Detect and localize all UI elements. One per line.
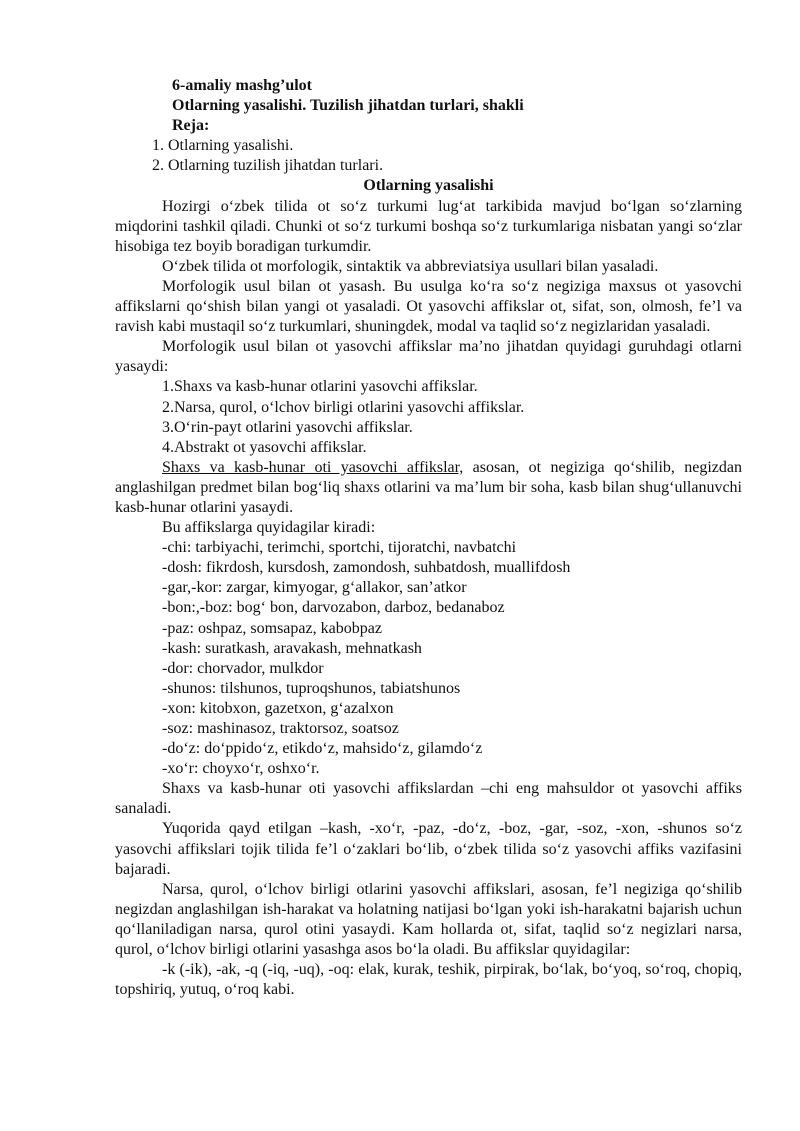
group-item: 4.Abstrakt ot yasovchi affikslar. [162,438,367,456]
affix-item: -kash: suratkash, aravakash, mehnatkash [162,639,422,657]
underlined-term: Shaxs va kasb-hunar oti yasovchi affikslar, [162,458,464,476]
group-item: 2.Narsa, qurol, o‘lchov birligi otlarini yasovchi affikslar. [162,398,525,416]
affix-item: -do‘z: do‘ppido‘z, etikdo‘z, mahsido‘z, gilamdo‘z [162,740,483,758]
paragraph: Hozirgi o‘zbek tilida ot so‘z turkumi lug‘at tarkibida mavjud bo‘lgan so‘zlarning miqdorini tashkil qiladi. Chunki ot so‘z turkumi boshqa so‘z turkumlariga nisbatan yangi so‘zlar hisobiga tez boyib boradigan turkumdir. [115,197,742,255]
affix-item: -soz: mashinasoz, traktorsoz, soatsoz [162,720,399,737]
paragraph-text: asosan, ot negiziga qo‘shilib, negizdan anglashilgan predmet bilan bog‘liq shaxs otlarini va ma’lum bir soha, kasb bilan shug‘ullanuvchi kasb-hunar otlarini yasaydi. [115,458,743,516]
affix-item: -xon: kitobxon, gazetxon, g‘azalxon [162,699,394,717]
paragraph [115,458,742,518]
affix-item: -dosh: fikrdosh, kursdosh, zamondosh, suhbatdosh, muallifdosh [162,559,571,577]
affix-item: -dor: chorvador, mulkdor [162,659,324,677]
group-item: 1.Shaxs va kasb-hunar otlarini yasovchi affikslar. [162,378,478,396]
paragraph: O‘zbek tilida ot morfologik, sintaktik va abbreviatsiya usullari bilan yasaladi. [162,257,659,275]
paragraph: Shaxs va kasb-hunar oti yasovchi affikslardan –chi eng mahsuldor ot yasovchi affiks sanaladi. [115,780,742,818]
affix-intro: Bu affikslarga quyidagilar kiradi: [162,519,376,537]
affix-item: -paz: oshpaz, somsapaz, kabobpaz [162,619,382,637]
plan-list [115,136,742,176]
affix-item: -xo‘r: choyxo‘r, oshxo‘r. [162,760,320,778]
plan-item: 1. Otlarning yasalishi. [152,137,294,155]
document-body [115,76,742,1000]
paragraph: Narsa, qurol, o‘lchov birligi otlarini yasovchi affikslari, asosan, fe’l negiziga qo‘shilib negizdan anglashilgan ish-harakat va holatning natijasi bo‘lgan yoki ish-harakatni bajarish uchun qo‘llaniladigan narsa, qurol otini yasaydi. Kam hollarda ot, sifat, taqlid so‘z negizlari narsa, qurol, o‘lchov birligi otlarini yasashga asos bo‘la oladi. Bu affikslar quyidagilar: [115,880,742,959]
section-title: Otlarning yasalishi [363,177,494,195]
plan-label: Reja: [172,117,210,135]
plan-item: 2. Otlarning tuzilish jihatdan turlari. [152,157,384,175]
paragraph: -k (-ik), -ak, -q (-iq, -uq), -oq: elak, kurak, teshik, pirpirak, bo‘lak, bo‘yoq, so‘roq, chopiq, topshiriq, yutuq, o‘roq kabi. [115,961,742,999]
paragraph: Morfologik usul bilan ot yasovchi affikslar ma’no jihatdan quyidagi guruhdagi otlarni yasaydi: [115,338,742,376]
affix-item: -shunos: tilshunos, tuproqshunos, tabiatshunos [162,679,461,697]
exercise-title: 6-amaliy mashg’ulot [172,77,312,94]
affix-item: -bon:,-boz: bog‘ bon, darvozabon, darboz, bedanaboz [162,599,505,617]
affix-item: -gar,-kor: zargar, kimyogar, g‘allakor, san’atkor [162,579,467,597]
paragraph: Morfologik usul bilan ot yasash. Bu usulga ko‘ra so‘z negiziga maxsus ot yasovchi affikslarni qo‘shish bilan yangi ot yasaladi. Ot yasovchi affikslar ot, sifat, son, olmosh, fe’l va ravish kabi mustaqil so‘z turkumlari, shuningdek, modal va taqlid so‘z negizlaridan yasaladi. [115,277,742,336]
group-item: 3.O‘rin-payt otlarini yasovchi affikslar. [162,418,413,436]
affix-item: -chi: tarbiyachi, terimchi, sportchi, tijoratchi, navbatchi [162,539,517,557]
topic-title: Otlarning yasalishi. Tuzilish jihatdan turlari, shakli [172,97,524,115]
paragraph: Yuqorida qayd etilgan –kash, -xo‘r, -paz, -do‘z, -boz, -gar, -soz, -xon, -shunos so‘z yasovchi affikslari tojik tilida fe’l o‘zaklari bo‘lib, o‘zbek tilida so‘z yasovchi affiks vazifasini bajaradi. [115,820,742,878]
